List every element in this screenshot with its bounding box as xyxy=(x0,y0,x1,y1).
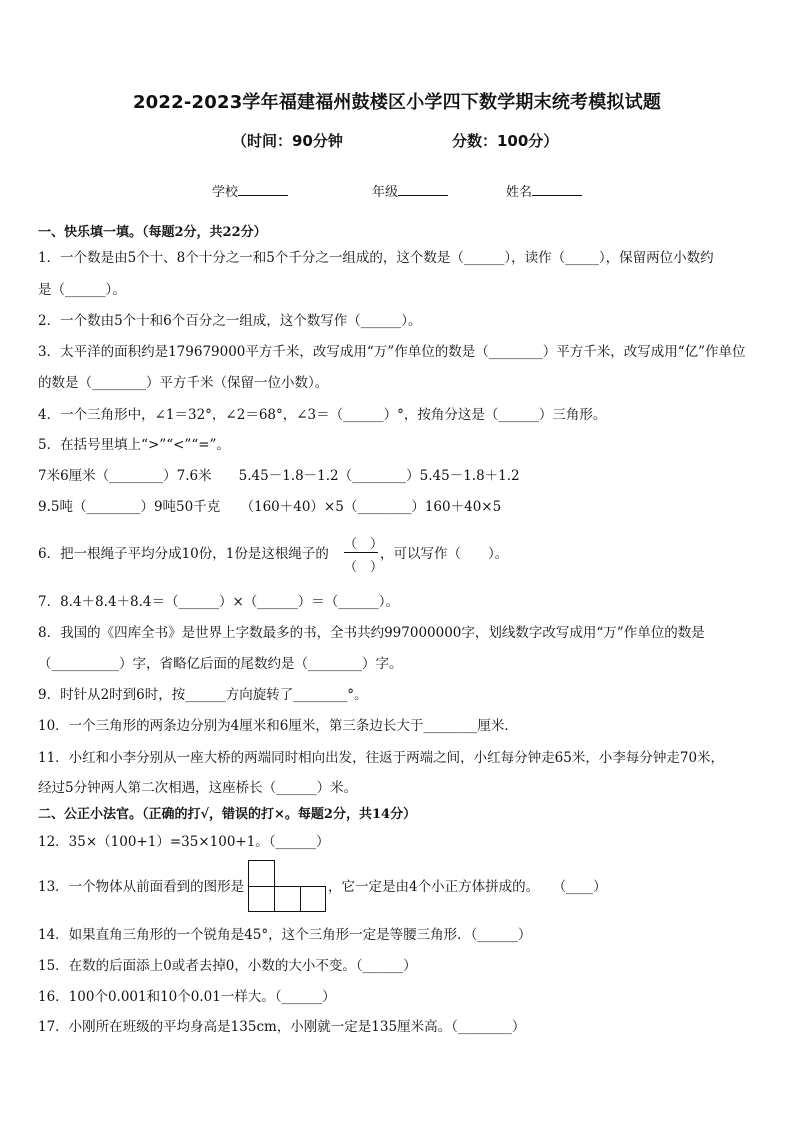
question-6-start: 6．把一根绳子平均分成10份，1份是这根绳子的 xyxy=(38,546,329,562)
question-6-end: ，可以写作（ ）。 xyxy=(380,546,509,562)
page-title: 2022-2023学年福建福州鼓楼区小学四下数学期末统考模拟试题 xyxy=(132,92,662,113)
question-3-line-1: 3．太平洋的面积约是179679000平方千米，改写成用“万”作单位的数是（________）平方千米，改写成用“亿”作单位 xyxy=(38,344,746,360)
section-1-heading: 一、快乐填一填。（每题2分，共22分） xyxy=(38,225,267,240)
question-17: 17．小刚所在班级的平均身高是135cm，小刚就一定是135厘米高。（________） xyxy=(38,1019,526,1035)
name-field[interactable] xyxy=(506,181,582,200)
school-label: 学校 xyxy=(212,185,239,200)
grade-label: 年级 xyxy=(372,185,399,200)
grade-blank[interactable] xyxy=(398,183,448,196)
question-5-row-1: 7米6厘米（________）7.6米 5.45－1.8－1.2（________）5.45－1.8＋1.2 xyxy=(38,468,520,484)
figure-square-bottom-1 xyxy=(248,886,275,912)
figure-square-top xyxy=(248,860,275,887)
exam-score: 分数：100分） xyxy=(452,132,559,150)
question-13-end: ，它一定是由4个小正方体拼成的。 （____） xyxy=(328,879,607,895)
exam-time: （时间：90分钟 xyxy=(232,132,343,150)
question-8-line-1: 8．我国的《四库全书》是世界上字数最多的书，全书共约997000000字，划线数字改写成用“万”作单位的数是 xyxy=(38,625,705,641)
question-3-line-2: 的数是（________）平方千米（保留一位小数）。 xyxy=(38,375,329,391)
school-field[interactable] xyxy=(212,181,288,200)
question-11-line-1: 11．小红和小李分别从一座大桥的两端同时相向出发，往返于两端之间，小红每分钟走65米，小李每分钟走70米， xyxy=(38,750,725,766)
figure-square-bottom-3 xyxy=(300,886,326,912)
fraction-numerator: （ ） xyxy=(344,537,384,552)
front-view-figure xyxy=(248,860,326,912)
section-2-heading: 二、公正小法官。（正确的打√，错误的打×。每题2分，共14分） xyxy=(38,807,417,822)
question-16: 16．100个0.001和10个0.01一样大。（______） xyxy=(38,989,336,1005)
question-5: 5．在括号里填上“>”“<”“=”。 xyxy=(38,437,230,453)
question-15: 15．在数的后面添上0或者去掉0，小数的大小不变。（______） xyxy=(38,958,417,974)
school-blank[interactable] xyxy=(238,183,288,196)
question-7: 7．8.4＋8.4＋8.4＝（______）×（______）＝（______）。 xyxy=(38,594,400,610)
question-11-line-2: 经过5分钟两人第二次相遇，这座桥长（______）米。 xyxy=(38,780,358,796)
question-1-line-1: 1．一个数是由5个十、8个十分之一和5个千分之一组成的，这个数是（______），读作（_____），保留两位小数约 xyxy=(38,250,714,266)
question-12: 12．35×（100+1）=35×100+1。（______） xyxy=(38,834,330,850)
question-9: 9．时针从2时到6时，按______方向旋转了________°。 xyxy=(38,687,368,703)
question-5-row-2: 9.5吨（________）9吨50千克 （160＋40）×5（________）160＋40×5 xyxy=(38,499,502,515)
figure-square-bottom-2 xyxy=(274,886,301,912)
question-4: 4．一个三角形中，∠1＝32°，∠2＝68°，∠3＝（______）°，按角分这是（______）三角形。 xyxy=(38,407,607,423)
question-8-line-2: （__________）字，省略亿后面的尾数约是（________）字。 xyxy=(38,656,403,672)
name-label: 姓名 xyxy=(506,185,533,200)
question-14: 14．如果直角三角形的一个锐角是45°，这个三角形一定是等腰三角形．（______） xyxy=(38,927,532,943)
question-2: 2．一个数由5个十和6个百分之一组成，这个数写作（______）。 xyxy=(38,313,422,329)
fraction-denominator: （ ） xyxy=(344,560,384,575)
question-1-line-2: 是（______）。 xyxy=(38,282,126,298)
question-10: 10．一个三角形的两条边分别为4厘米和6厘米，第三条边长大于________厘米． xyxy=(38,718,518,734)
name-blank[interactable] xyxy=(532,183,582,196)
question-13-start: 13．一个物体从前面看到的图形是 xyxy=(38,879,245,895)
fraction-bar xyxy=(344,552,378,553)
grade-field[interactable] xyxy=(372,181,448,200)
